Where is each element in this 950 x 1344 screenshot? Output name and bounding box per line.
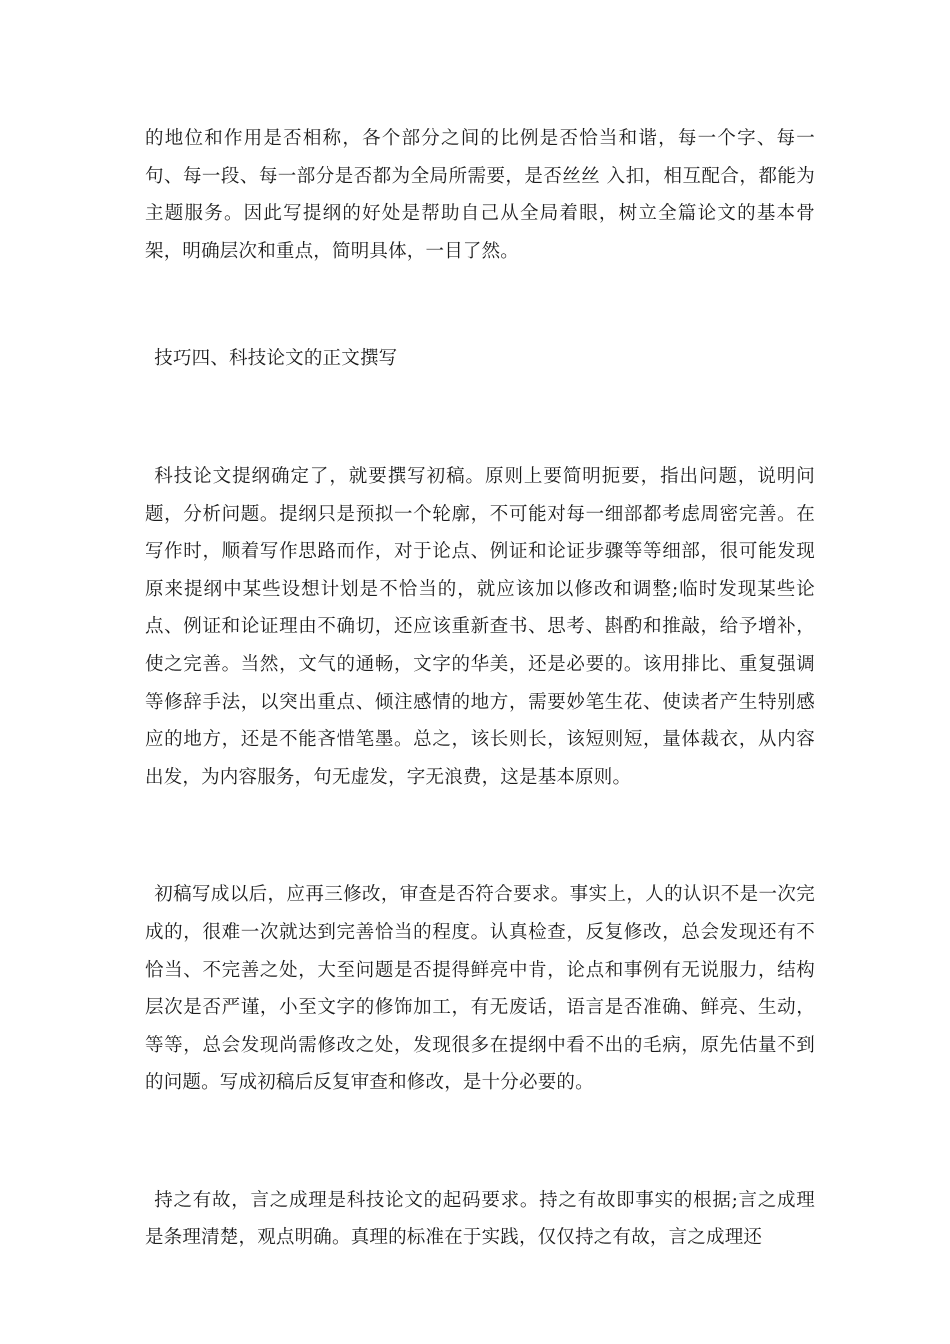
paragraph-spacer [145,378,815,458]
section-heading: 技巧四、科技论文的正文撰写 [154,348,398,370]
paragraph-revision: 初稿写成以后，应再三修改，审查是否符合要求。事实上，人的认识不是一次完成的，很难一次就达到完善恰当的程度。认真检查，反复修改，总会发现还有不恰当、不完善之处，大至问题是否提得鲜亮中肯，论点和事例有无说服力，结构层次是否严谨，小至文字的修饰加工，有无废话，语言是否准确、鲜亮、生动，等等，总会发现尚需修改之处，发现很多在提纲中看不出的毛病，原先估量不到的问题。写成初稿后反复审查和修改，是十分必要的。 [145,884,815,1094]
paragraph-reasoning: 持之有故，言之成理是科技论文的起码要求。持之有故即事实的根据;言之成理是条理清楚，观点明确。真理的标准在于实践，仅仅持之有故，言之成理还 [145,1189,815,1249]
document-body [145,120,815,1257]
paragraph-outline-benefits: 的地位和作用是否相称，各个部分之间的比例是否恰当和谐，每一个字、每一句、每一段、每一部分是否都为全局所需要，是否丝丝 入扣，相互配合，都能为主题服务。因此写提纲的好处是帮助自己从全局着眼，树立全篇论文的基本骨架，明确层次和重点，简明具体，一目了然。 [145,128,815,262]
paragraph-spacer [145,796,815,876]
paragraph-spacer [145,1102,815,1182]
paragraph-spacer [145,270,815,340]
paragraph-drafting: 科技论文提纲确定了，就要撰写初稿。原则上要简明扼要，指出问题，说明问题，分析问题。提纲只是预拟一个轮廓，不可能对每一细部都考虑周密完善。在写作时，顺着写作思路而作，对于论点、例证和论证步骤等等细部，很可能发现原来提纲中某些设想计划是不恰当的，就应该加以修改和调整;临时发现某些论点、例证和论证理由不确切，还应该重新查书、思考、斟酌和推敲，给予增补，使之完善。当然，文气的通畅，文字的华美，还是必要的。该用排比、重复强调等修辞手法，以突出重点、倾注感情的地方，需要妙笔生花、使读者产生特别感应的地方，还是不能吝惜笔墨。总之，该长则长，该短则短，量体裁衣，从内容出发，为内容服务，句无虚发，字无浪费，这是基本原则。 [145,465,815,788]
